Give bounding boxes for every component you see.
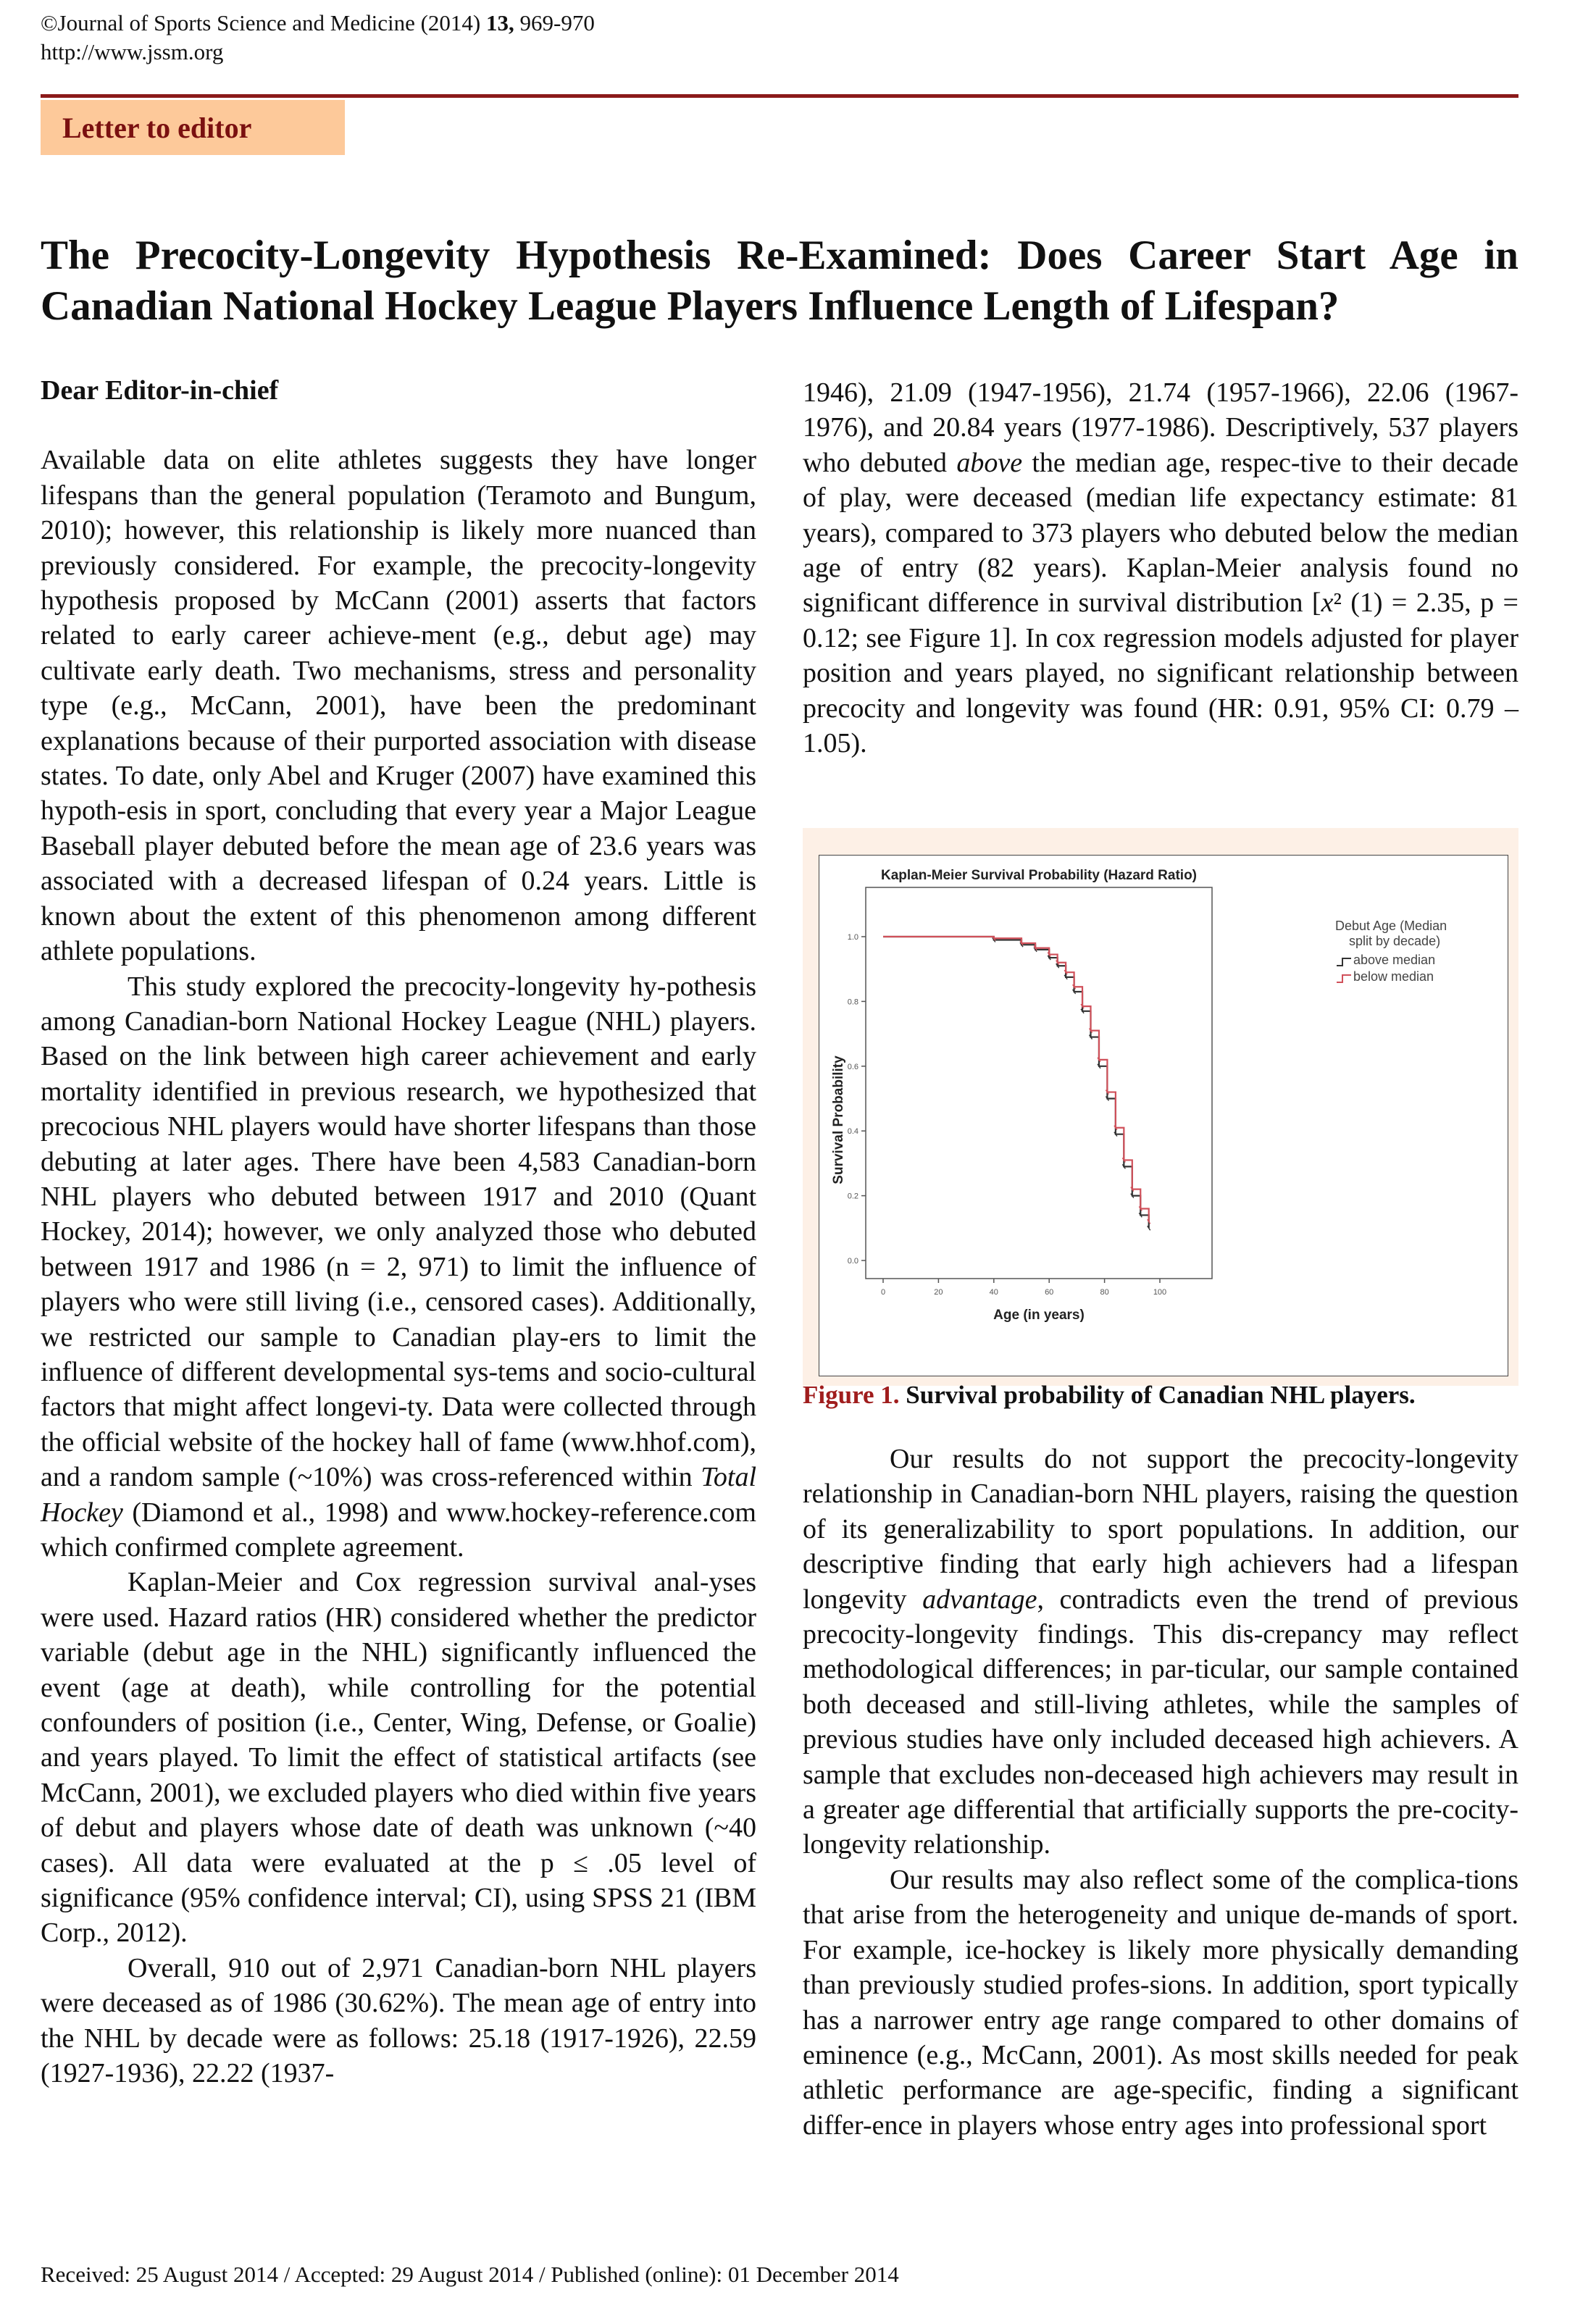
x-tick-label: 20 [934, 1288, 943, 1297]
y-tick-label: 0.4 [847, 1127, 858, 1137]
emphasis-italic: advantage [922, 1584, 1037, 1615]
paragraph-methods-analysis: Kaplan-Meier and Cox regression survival anal-yses were used. Hazard ratios (HR) considered whether the predictor variable (debut age in the NHL) significantly influenced the event (age at death), while controlling for the potential confounders of position (i.e., Center, Wing, Defense, or Goalie) and years played. To limit the effect of statistical artifacts (see McCann, 2001), we excluded players who died within five years of debut and players whose date of death was unknown (~40 cases). All data were evaluated at the p ≤ .05 level of significance (95% confidence interval; CI), using SPSS 21 (IBM Corp., 2012). [41, 1567, 756, 1949]
paragraph-results-continued [803, 375, 1518, 761]
y-axis [848, 933, 866, 1266]
legend-title-line1: Debut Age (Median [1335, 919, 1447, 933]
legend-swatch [1337, 975, 1351, 982]
legend-items [1337, 953, 1435, 984]
x-tick-label: 80 [1100, 1288, 1109, 1297]
journal-name: ©Journal of Sports Science and Medicine (2014) [41, 10, 486, 35]
paragraph-text: This study explored the precocity-longevity hy-pothesis among Canadian-born National Hockey League (NHL) players. Based on the link between high career achievement and early mortality identified in previous research, we hypothesized that precocious NHL players would have shorter lifespans than those debuting at later ages. There have been 4,583 Canadian-born NHL players who debuted between 1917 and 2010 (Quant Hockey, 2014); however, we only analyzed those who debuted between 1917 and 1986 (n = 2, 971) to limit the influence of players who were still living (i.e., censored cases). Additionally, we restricted our sample to Canadian play-ers to limit the influence of different developmental sys-tems and socio-cultural factors that might affect longevi-ty. Data were collected through the official website of the hockey hall of fame (www.hhof.com), and a random sample (~10%) was cross-referenced within [41, 971, 756, 1493]
book-title-italic: Total Hockey [41, 1462, 756, 1528]
header-divider [41, 94, 1518, 98]
y-tick-label: 1.0 [847, 933, 858, 942]
figure-caption-text: Survival probability of Canadian NHL players. [899, 1381, 1416, 1409]
paragraph-text: ² (1) = 2.35, p = 0.12; see Figure 1]. In cox regression models adjusted for player position and years played, no significant relationship between precocity and longevity was found (HR: 0.91, 95% CI: 0.79 – 1.05). [803, 587, 1518, 759]
figure-caption [803, 1379, 1518, 1412]
paragraph-text: 1946), 21.09 (1947-1956), 21.74 (1957-1966), 22.06 (1967-1976), and 20.84 years (1977-1986). Descriptively, 537 players who debuted [803, 377, 1518, 478]
figure-number: Figure 1. [803, 1381, 900, 1409]
y-tick-label: 0.2 [847, 1192, 858, 1201]
journal-volume: 13, [486, 10, 514, 35]
y-tick-label: 0.0 [847, 1257, 858, 1266]
journal-citation [41, 9, 595, 38]
paragraph-text: the median age, respec-tive to their decade of play, were deceased (median life expectancy estimate: 81 years), compared to 373 players who debuted below the median age of entry (82 years). Kaplan-Meier analysis found no significant difference in survival distribution [ [803, 447, 1519, 619]
chart-title: Kaplan-Meier Survival Probability (Hazard Ratio) [880, 868, 1198, 883]
paragraph-methods-sample [41, 969, 756, 1565]
right-column-bottom [803, 1442, 1518, 2143]
salutation: Dear Editor-in-chief [41, 375, 279, 406]
legend-label: below median [1353, 969, 1434, 984]
chi-symbol-italic: x [1321, 587, 1334, 619]
y-axis-title: Survival Probability [831, 1055, 846, 1184]
x-axis-title: Age (in years) [993, 1308, 1085, 1323]
x-tick-label: 100 [1153, 1288, 1167, 1297]
figure-1 [803, 828, 1518, 1386]
paragraph-text: Our results do not support the precocity-longevity relationship in Canadian-born NHL players, raising the question of its generalizability to sport populations. In addition, our descriptive finding that early high achievers had a lifespan longevity [803, 1444, 1518, 1615]
paragraph-intro: Available data on elite athletes suggests they have longer lifespans than the general population (Teramoto and Bungum, 2010); however, this relationship is likely more nuanced than previously considered. For example, the precocity-longevity hypothesis proposed by McCann (2001) asserts that factors related to early career achieve-ment (e.g., debut age) may cultivate early death. Two mechanisms, stress and personality type (e.g., McCann, 2001), have been the predominant explanations because of their purported association with disease states. To date, only Abel and Kruger (2007) have examined this hypoth-esis in sport, concluding that every year a Major League Baseball player debuted before the mean age of 23.6 years was associated with a decreased lifespan of 0.24 years. Little is known about the extent of this phenomenon among different athlete populations. [41, 445, 756, 967]
legend-swatch [1337, 958, 1351, 966]
x-axis [881, 1279, 1166, 1297]
journal-url[interactable]: http://www.jssm.org [41, 39, 224, 64]
kaplan-meier-chart [819, 856, 1507, 1375]
article-title: The Precocity-Longevity Hypothesis Re-Examined: Does Career Start Age in Canadian National Hockey League Players Influence Length of Lifespan? [41, 233, 1518, 329]
paragraph-results: Overall, 910 out of 2,971 Canadian-born NHL players were deceased as of 1986 (30.62%). The mean age of entry into the NHL by decade were as follows: 25.18 (1917-1926), 22.59 (1927-1936), 22.22 (1937- [41, 1952, 756, 2089]
left-column [41, 373, 756, 2091]
paragraph-discussion-1 [803, 1442, 1518, 1862]
journal-pages: 969-970 [514, 10, 595, 35]
paragraph-discussion-2: Our results may also reflect some of the complica-tions that arise from the heterogeneity and unique de-mands of sport. For example, ice-hockey is likely more physically demanding than previously studied profes-sions. In addition, sport typically has a narrower entry age range compared to other domains of eminence (e.g., McCann, 2001). As most skills needed for peak athletic performance are age-specific, finding a significant differ-ence in players whose entry ages into professional sport [803, 1864, 1518, 2141]
paragraph-text: (Diamond et al., 1998) and www.hockey-reference.com which confirmed complete agreement. [41, 1497, 756, 1563]
plot-area [866, 887, 1212, 1279]
legend-title-line2: split by decade) [1349, 934, 1441, 948]
emphasis-italic: above [956, 447, 1023, 478]
figure-panel [819, 855, 1508, 1376]
paragraph-text: , contradicts even the trend of previous precocity-longevity findings. This dis-crepancy may reflect methodological differences; in par-ticular, our sample contained both deceased and still-living athletes, while the samples of previous studies have only included deceased high achievers. A sample that excludes non-deceased high achievers may result in a greater age differential that artificially supports the pre-cocity-longevity relationship. [803, 1584, 1518, 1860]
publication-dates: Received: 25 August 2014 / Accepted: 29 August 2014 / Published (online): 01 December 2014 [41, 2262, 899, 2287]
x-tick-label: 0 [880, 1288, 886, 1297]
legend-label: above median [1353, 953, 1436, 967]
section-label: Letter to editor [41, 100, 345, 155]
x-tick-label: 40 [989, 1288, 998, 1297]
chart-legend [1335, 919, 1447, 984]
y-tick-label: 0.6 [847, 1062, 858, 1071]
x-tick-label: 60 [1045, 1288, 1054, 1297]
right-column-top [803, 375, 1518, 761]
y-tick-label: 0.8 [847, 998, 858, 1007]
